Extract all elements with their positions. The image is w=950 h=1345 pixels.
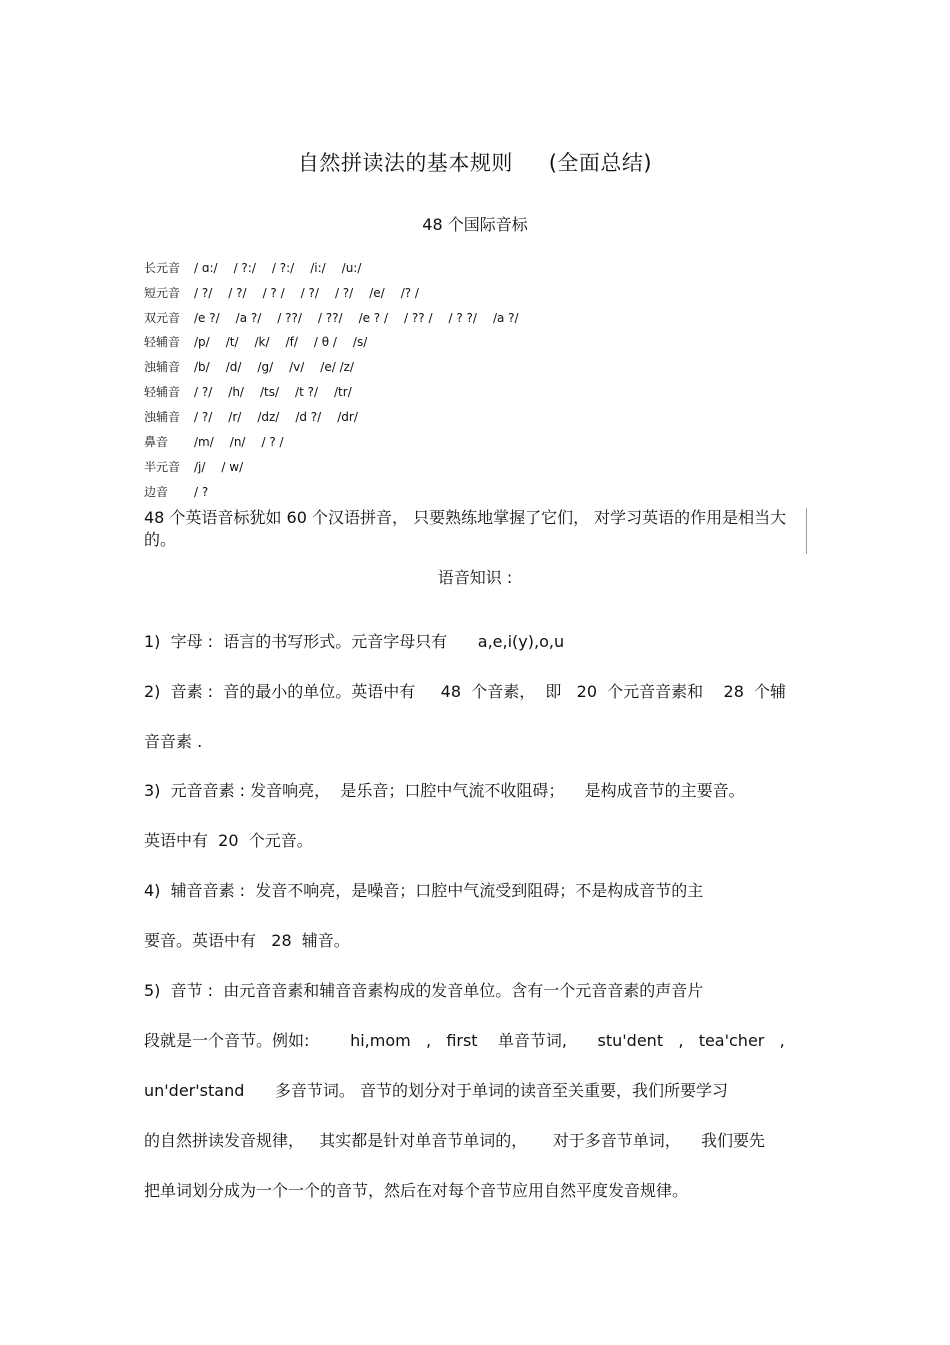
- phonetic-symbol: / w/: [221, 460, 244, 474]
- phonetic-symbol: / ?/: [194, 385, 213, 399]
- phonetic-row: [144, 259, 844, 279]
- phonetic-symbol: / ? /: [261, 435, 284, 449]
- body-line: 的自然拼读发音规律， 其实都是针对单音节单词的， 对于多音节单词， 我们要先: [144, 1131, 766, 1150]
- phonetic-symbol: / ?: [194, 485, 209, 499]
- body-line: 2) 音素 : 音的最小的单位。英语中有 48 个音素， 即 20 个元音音素和 28 个辅: [144, 682, 787, 701]
- phonetic-symbol: / ?? /: [404, 311, 433, 325]
- phonetic-symbol: /a ?/: [235, 311, 262, 325]
- phonetic-symbol: /d ?/: [295, 410, 322, 424]
- phonetic-symbol: /k/: [254, 335, 270, 349]
- phonetic-symbol: /v/: [289, 360, 305, 374]
- section-heading-knowledge: 语音知识 :: [437, 568, 513, 587]
- phonetic-symbol: / ?/: [228, 286, 247, 300]
- phonetic-row: [144, 333, 844, 353]
- phonetic-symbol: / θ /: [313, 335, 337, 349]
- body-line: 5) 音节 : 由元音音素和辅音音素构成的发音单位。含有一个元音音素的声音片: [144, 981, 704, 1000]
- phonetic-category: 长元音: [144, 261, 181, 275]
- phonetic-symbol: /p/: [194, 335, 210, 349]
- phonetic-symbol: /e/ /z/: [320, 360, 354, 374]
- phonetic-category: 浊辅音: [144, 410, 181, 424]
- phonetic-symbol: /t/: [225, 335, 239, 349]
- phonetic-symbol: / ?/: [300, 286, 319, 300]
- phonetic-symbol: / ??/: [317, 311, 343, 325]
- phonetic-symbol: / ? ?/: [448, 311, 477, 325]
- body-line: 1) 字母 : 语言的书写形式。元音字母只有 a,e,i(y),o,u: [144, 632, 565, 651]
- body-line: 音音素 .: [144, 732, 203, 751]
- phonetic-category: 鼻音: [144, 435, 169, 449]
- phonetic-symbol: / ?/: [194, 410, 213, 424]
- phonetic-symbol: /h/: [228, 385, 244, 399]
- phonetic-symbol: /s/: [352, 335, 368, 349]
- phonetic-symbol: /a ?/: [492, 311, 519, 325]
- phonetic-symbol: /e ?/: [194, 311, 220, 325]
- phonetic-symbol: / ? /: [262, 286, 285, 300]
- phonetic-row: [144, 433, 844, 453]
- margin-rule: [806, 508, 807, 554]
- section-heading-phonetics: 48 个国际音标: [422, 215, 528, 234]
- phonetic-symbol: /e ? /: [358, 311, 389, 325]
- body-line: 4) 辅音音素 : 发音不响亮，是噪音；口腔中气流受到阻碍；不是构成音节的主: [144, 881, 704, 900]
- phonetic-symbol: / ?:/: [233, 261, 256, 275]
- body-line: 要音。英语中有 28 辅音。: [144, 931, 350, 950]
- phonetic-symbol: /u:/: [341, 261, 362, 275]
- phonetic-symbol: /dr/: [337, 410, 358, 424]
- phonetic-symbol: /b/: [194, 360, 210, 374]
- body-line: 把单词划分成为一个一个的音节，然后在对每个音节应用自然平度发音规律。: [144, 1181, 689, 1200]
- phonetic-symbol: /t ?/: [295, 385, 319, 399]
- body-line: un'der'stand 多音节词。 音节的划分对于单词的读音至关重要，我们所要学习: [144, 1081, 728, 1100]
- phonetic-row: [144, 309, 844, 329]
- phonetic-symbol: /ts/: [259, 385, 280, 399]
- phonetic-symbol: /r/: [228, 410, 242, 424]
- phonetic-symbol: / ??/: [277, 311, 302, 325]
- phonetic-symbol: /m/: [194, 435, 214, 449]
- body-line: 段就是一个音节。例如: hi,mom , first 单音节词, stu'dent , tea'cher ,: [144, 1031, 785, 1050]
- phonetic-category: 浊辅音: [144, 360, 181, 374]
- phonetic-symbol: /e/: [369, 286, 385, 300]
- phonetic-row: [144, 383, 844, 403]
- phonetic-row: [144, 358, 844, 378]
- phonetic-symbol: /g/: [257, 360, 274, 374]
- phonetic-row: [144, 284, 844, 304]
- phonetic-symbol: /d/: [225, 360, 242, 374]
- phonetic-symbol: /j/: [194, 460, 206, 474]
- phonetic-row: [144, 483, 844, 503]
- phonetic-row: [144, 458, 844, 478]
- phonetic-symbol: /f/: [285, 335, 298, 349]
- phonetic-symbol: /dz/: [257, 410, 280, 424]
- intro-paragraph: 48 个英语音标犹如 60 个汉语拼音， 只要熟练地掌握了它们， 对学习英语的作用是相当大的。: [144, 508, 787, 549]
- phonetic-row: [144, 408, 844, 428]
- phonetic-category: 轻辅音: [144, 385, 181, 399]
- phonetic-category: 半元音: [144, 460, 181, 474]
- phonetic-category: 边音: [144, 485, 169, 499]
- phonetic-symbol: /? /: [400, 286, 419, 300]
- body-line: 3) 元音音素 : 发音响亮， 是乐音；口腔中气流不收阻碍； 是构成音节的主要音。: [144, 781, 745, 800]
- phonetic-symbol: / ?:/: [271, 261, 295, 275]
- phonetic-symbol: / ɑ:/: [194, 261, 218, 275]
- phonetic-symbol: /i:/: [310, 261, 326, 275]
- body-line: 英语中有 20 个元音。: [144, 831, 313, 850]
- phonetic-symbol: / ?/: [194, 286, 213, 300]
- phonetic-category: 短元音: [144, 286, 181, 300]
- phonetic-category: 轻辅音: [144, 335, 181, 349]
- page-title: 自然拼读法的基本规则 (全面总结): [297, 151, 653, 175]
- phonetic-category: 双元音: [144, 311, 181, 325]
- phonetic-symbol: /tr/: [334, 385, 352, 399]
- phonetic-symbol: / ?/: [334, 286, 354, 300]
- phonetic-symbol: /n/: [229, 435, 246, 449]
